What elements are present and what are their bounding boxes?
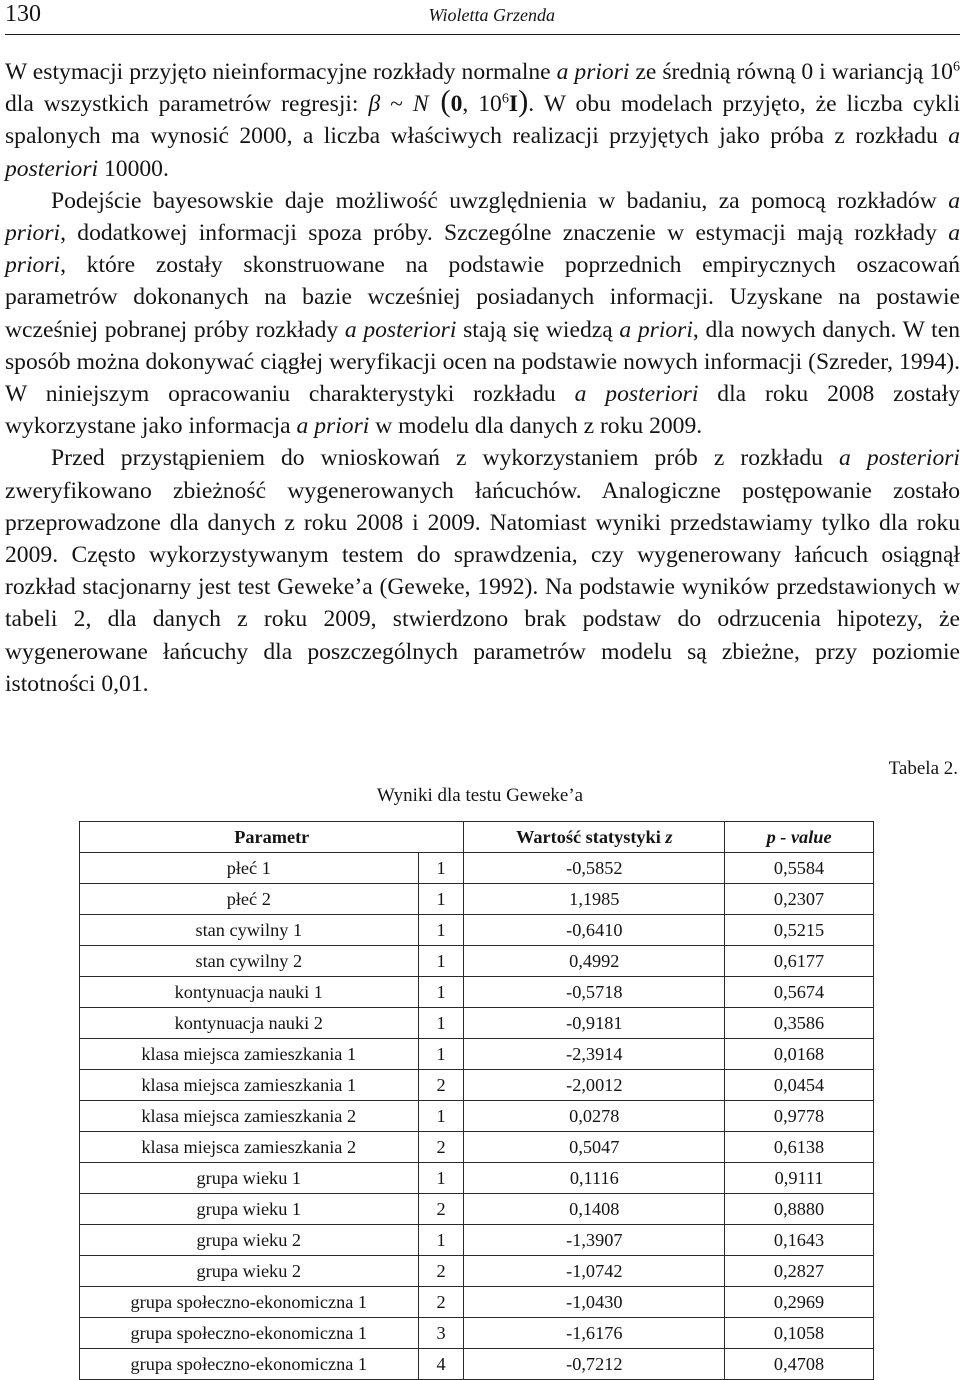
cell-p-value: 0,1643 (725, 1225, 874, 1256)
header-statistic (464, 822, 725, 853)
table-body (80, 853, 874, 1380)
table-row (80, 1039, 874, 1070)
cell-p-value: 0,2827 (725, 1256, 874, 1287)
cell-parameter: klasa miejsca zamieszkania 2 (80, 1132, 419, 1163)
italic-term: a priori (5, 220, 960, 279)
table-row (80, 1256, 874, 1287)
italic-term: a priori (5, 187, 960, 247)
table-row (80, 1318, 874, 1349)
header-statistic-label: Wartość statystyki (516, 827, 666, 847)
cell-parameter: klasa miejsca zamieszkania 1 (80, 1070, 419, 1101)
formula-superscript: 6 (501, 90, 509, 107)
text-span: zweryfikowano zbieżność wygenerowanych łańcuchów. Analogiczne postępowanie zostało przeprowadzone dla danych z roku 2008 i 2009. Natomiast wyniki przedstawiamy tylko dla roku 2009. Często wykorzystywanym testem do sprawdzenia, czy wygenerowany łańcuch osiągnął rozkład stacjonarny jest test Geweke’a (Geweke, 1992). Na podstawie wyników przedstawionych w tabeli 2, dla danych z roku 2009, stwierdzono brak podstaw do odrzucenia hipotezy, że wygenerowane łańcuchy dla poszczególnych parametrów modelu są zbieżne, przy poziomie istotności 0,01. (5, 477, 960, 697)
formula-beta: β (368, 91, 381, 118)
cell-parameter: kontynuacja nauki 1 (80, 977, 419, 1008)
cell-statistic: 1,1985 (464, 884, 725, 915)
cell-statistic: -1,0430 (464, 1287, 725, 1318)
cell-level: 1 (418, 946, 464, 977)
cell-p-value: 0,3586 (725, 1008, 874, 1039)
cell-level: 1 (418, 1039, 464, 1070)
cell-p-value: 0,6138 (725, 1132, 874, 1163)
table-row (80, 1101, 874, 1132)
table-row (80, 1008, 874, 1039)
text-span: ze średnią równą 0 i wariancją 10 (629, 59, 953, 85)
running-head-author: Wioletta Grzenda (428, 5, 555, 25)
cell-statistic: -1,6176 (464, 1318, 725, 1349)
formula-identity-matrix: I (508, 91, 519, 118)
text-span: . W obu modelach przyjęto, że liczba cykli spalonych ma wynosić 2000, a liczba właściwych realizacji przyjętych jako próba z rozkładu (5, 91, 960, 150)
text-span: , dodatkowej informacji spoza próby. Szczególne znaczenie w estymacji mają rozkłady (60, 220, 949, 247)
header-p-suffix: - value (775, 827, 832, 847)
header-p-value (725, 822, 874, 853)
italic-term: a posteriori (839, 445, 960, 472)
table-row (80, 915, 874, 946)
cell-p-value: 0,6177 (725, 946, 874, 977)
cell-level: 3 (418, 1318, 464, 1349)
cell-level: 2 (418, 1287, 464, 1318)
cell-level: 2 (418, 1194, 464, 1225)
page-number: 130 (5, 1, 41, 27)
header-p-letter: p (766, 827, 776, 847)
italic-term: a priori (619, 316, 693, 343)
cell-parameter: grupa społeczno-ekonomiczna 1 (80, 1318, 419, 1349)
cell-p-value: 0,9778 (725, 1101, 874, 1132)
text-span: stają się wiedzą (456, 316, 620, 343)
formula-normal: N (412, 91, 429, 118)
cell-statistic: -2,3914 (464, 1039, 725, 1070)
cell-level: 1 (418, 1101, 464, 1132)
table-row (80, 1194, 874, 1225)
text-span: 10000. (98, 155, 169, 182)
paragraph-2 (5, 185, 960, 443)
table-row (80, 977, 874, 1008)
italic-term: a priori (556, 59, 630, 85)
cell-parameter: stan cywilny 1 (80, 915, 419, 946)
text-span: Przed przystąpieniem do wnioskowań z wykorzystaniem prób z rozkładu (51, 445, 840, 472)
formula-zero-vector: 0 (450, 91, 463, 118)
prior-formula (368, 84, 529, 119)
cell-parameter: stan cywilny 2 (80, 946, 419, 977)
cell-statistic: 0,4992 (464, 946, 725, 977)
cell-level: 1 (418, 1163, 464, 1194)
cell-statistic: -2,0012 (464, 1070, 725, 1101)
cell-parameter: klasa miejsca zamieszkania 2 (80, 1101, 419, 1132)
text-span: Podejście bayesowskie daje możliwość uwzględnienia w badaniu, za pomocą rozkładów (51, 187, 949, 214)
paragraph-1 (5, 56, 960, 185)
cell-p-value: 0,0168 (725, 1039, 874, 1070)
cell-p-value: 0,5674 (725, 977, 874, 1008)
cell-p-value: 0,2307 (725, 884, 874, 915)
text-span: w modelu dla danych z roku 2009. (369, 413, 703, 440)
table-row (80, 1287, 874, 1318)
cell-statistic: -1,0742 (464, 1256, 725, 1287)
geweke-results-table (79, 821, 874, 1380)
table-row (80, 853, 874, 884)
cell-statistic: -0,6410 (464, 915, 725, 946)
text-span: dla wszystkich parametrów regresji: (5, 91, 369, 118)
text-span: W estymacji przyjęto nieinformacyjne rozkłady normalne (5, 59, 557, 85)
cell-parameter: grupa wieku 2 (80, 1256, 419, 1287)
cell-p-value: 0,2969 (725, 1287, 874, 1318)
cell-statistic: -0,9181 (464, 1008, 725, 1039)
formula-tilde: ~ (380, 91, 413, 118)
cell-statistic: 0,1116 (464, 1163, 725, 1194)
cell-level: 1 (418, 1008, 464, 1039)
table-row (80, 1070, 874, 1101)
cell-statistic: 0,5047 (464, 1132, 725, 1163)
cell-level: 1 (418, 853, 464, 884)
formula-open-paren: ( (428, 84, 451, 119)
table-row (80, 1132, 874, 1163)
cell-parameter: grupa wieku 1 (80, 1163, 419, 1194)
italic-term: a posteriori (574, 381, 699, 408)
cell-level: 1 (418, 977, 464, 1008)
formula-comma: , 10 (462, 91, 502, 118)
italic-term: a priori (296, 413, 370, 440)
paragraph-3 (5, 442, 960, 700)
cell-statistic: -0,7212 (464, 1349, 725, 1380)
cell-level: 1 (418, 915, 464, 946)
cell-parameter: grupa wieku 1 (80, 1194, 419, 1225)
italic-term: a posteriori (344, 316, 457, 343)
cell-statistic: -1,3907 (464, 1225, 725, 1256)
cell-p-value: 0,5584 (725, 853, 874, 884)
cell-statistic: -0,5718 (464, 977, 725, 1008)
cell-level: 4 (418, 1349, 464, 1380)
cell-statistic: 0,0278 (464, 1101, 725, 1132)
formula-close-paren: ) (518, 84, 529, 119)
table-row (80, 1349, 874, 1380)
cell-p-value: 0,9111 (725, 1163, 874, 1194)
cell-p-value: 0,5215 (725, 915, 874, 946)
cell-p-value: 0,4708 (725, 1349, 874, 1380)
italic-term: a posteriori (5, 123, 960, 182)
cell-p-value: 0,0454 (725, 1070, 874, 1101)
cell-statistic: -0,5852 (464, 853, 725, 884)
header-statistic-variable: z (665, 827, 673, 847)
cell-level: 2 (418, 1132, 464, 1163)
cell-parameter: płeć 1 (80, 853, 419, 884)
cell-parameter: klasa miejsca zamieszkania 1 (80, 1039, 419, 1070)
cell-p-value: 0,8880 (725, 1194, 874, 1225)
cell-parameter: grupa społeczno-ekonomiczna 1 (80, 1349, 419, 1380)
table-row (80, 1163, 874, 1194)
table-row (80, 946, 874, 977)
table-number: Tabela 2. (888, 758, 958, 779)
cell-parameter: grupa wieku 2 (80, 1225, 419, 1256)
cell-statistic: 0,1408 (464, 1194, 725, 1225)
table-row (80, 884, 874, 915)
text-span: , które zostały skonstruowane na podstawie poprzednich empirycznych oszacowań parametrów dokonanych na bazie wcześniej posiadanych informacji. Uzyskane na postawie wcześniej pobranej próby rozkłady (5, 252, 960, 343)
table-title: Wyniki dla testu Geweke’a (376, 785, 584, 806)
cell-level: 1 (418, 1225, 464, 1256)
page-header (5, 0, 960, 35)
cell-parameter: kontynuacja nauki 2 (80, 1008, 419, 1039)
text-span: dla roku 2008 zostały wykorzystane jako informacja (5, 381, 960, 440)
table-row (80, 1225, 874, 1256)
cell-level: 2 (418, 1070, 464, 1101)
cell-parameter: grupa społeczno-ekonomiczna 1 (80, 1287, 419, 1318)
cell-level: 2 (418, 1256, 464, 1287)
table-header-row (80, 822, 874, 853)
cell-parameter: płeć 2 (80, 884, 419, 915)
text-span: , dla nowych danych. W ten sposób można dokonywać ciągłej weryfikacji ocen na podstawie nowych informacji (Szreder, 1994). W niniejszym opracowaniu charakterystyki rozkładu (5, 316, 960, 408)
header-parameter: Parametr (80, 822, 464, 853)
body-text (5, 56, 960, 700)
cell-level: 1 (418, 884, 464, 915)
cell-p-value: 0,1058 (725, 1318, 874, 1349)
superscript: 6 (952, 58, 960, 75)
